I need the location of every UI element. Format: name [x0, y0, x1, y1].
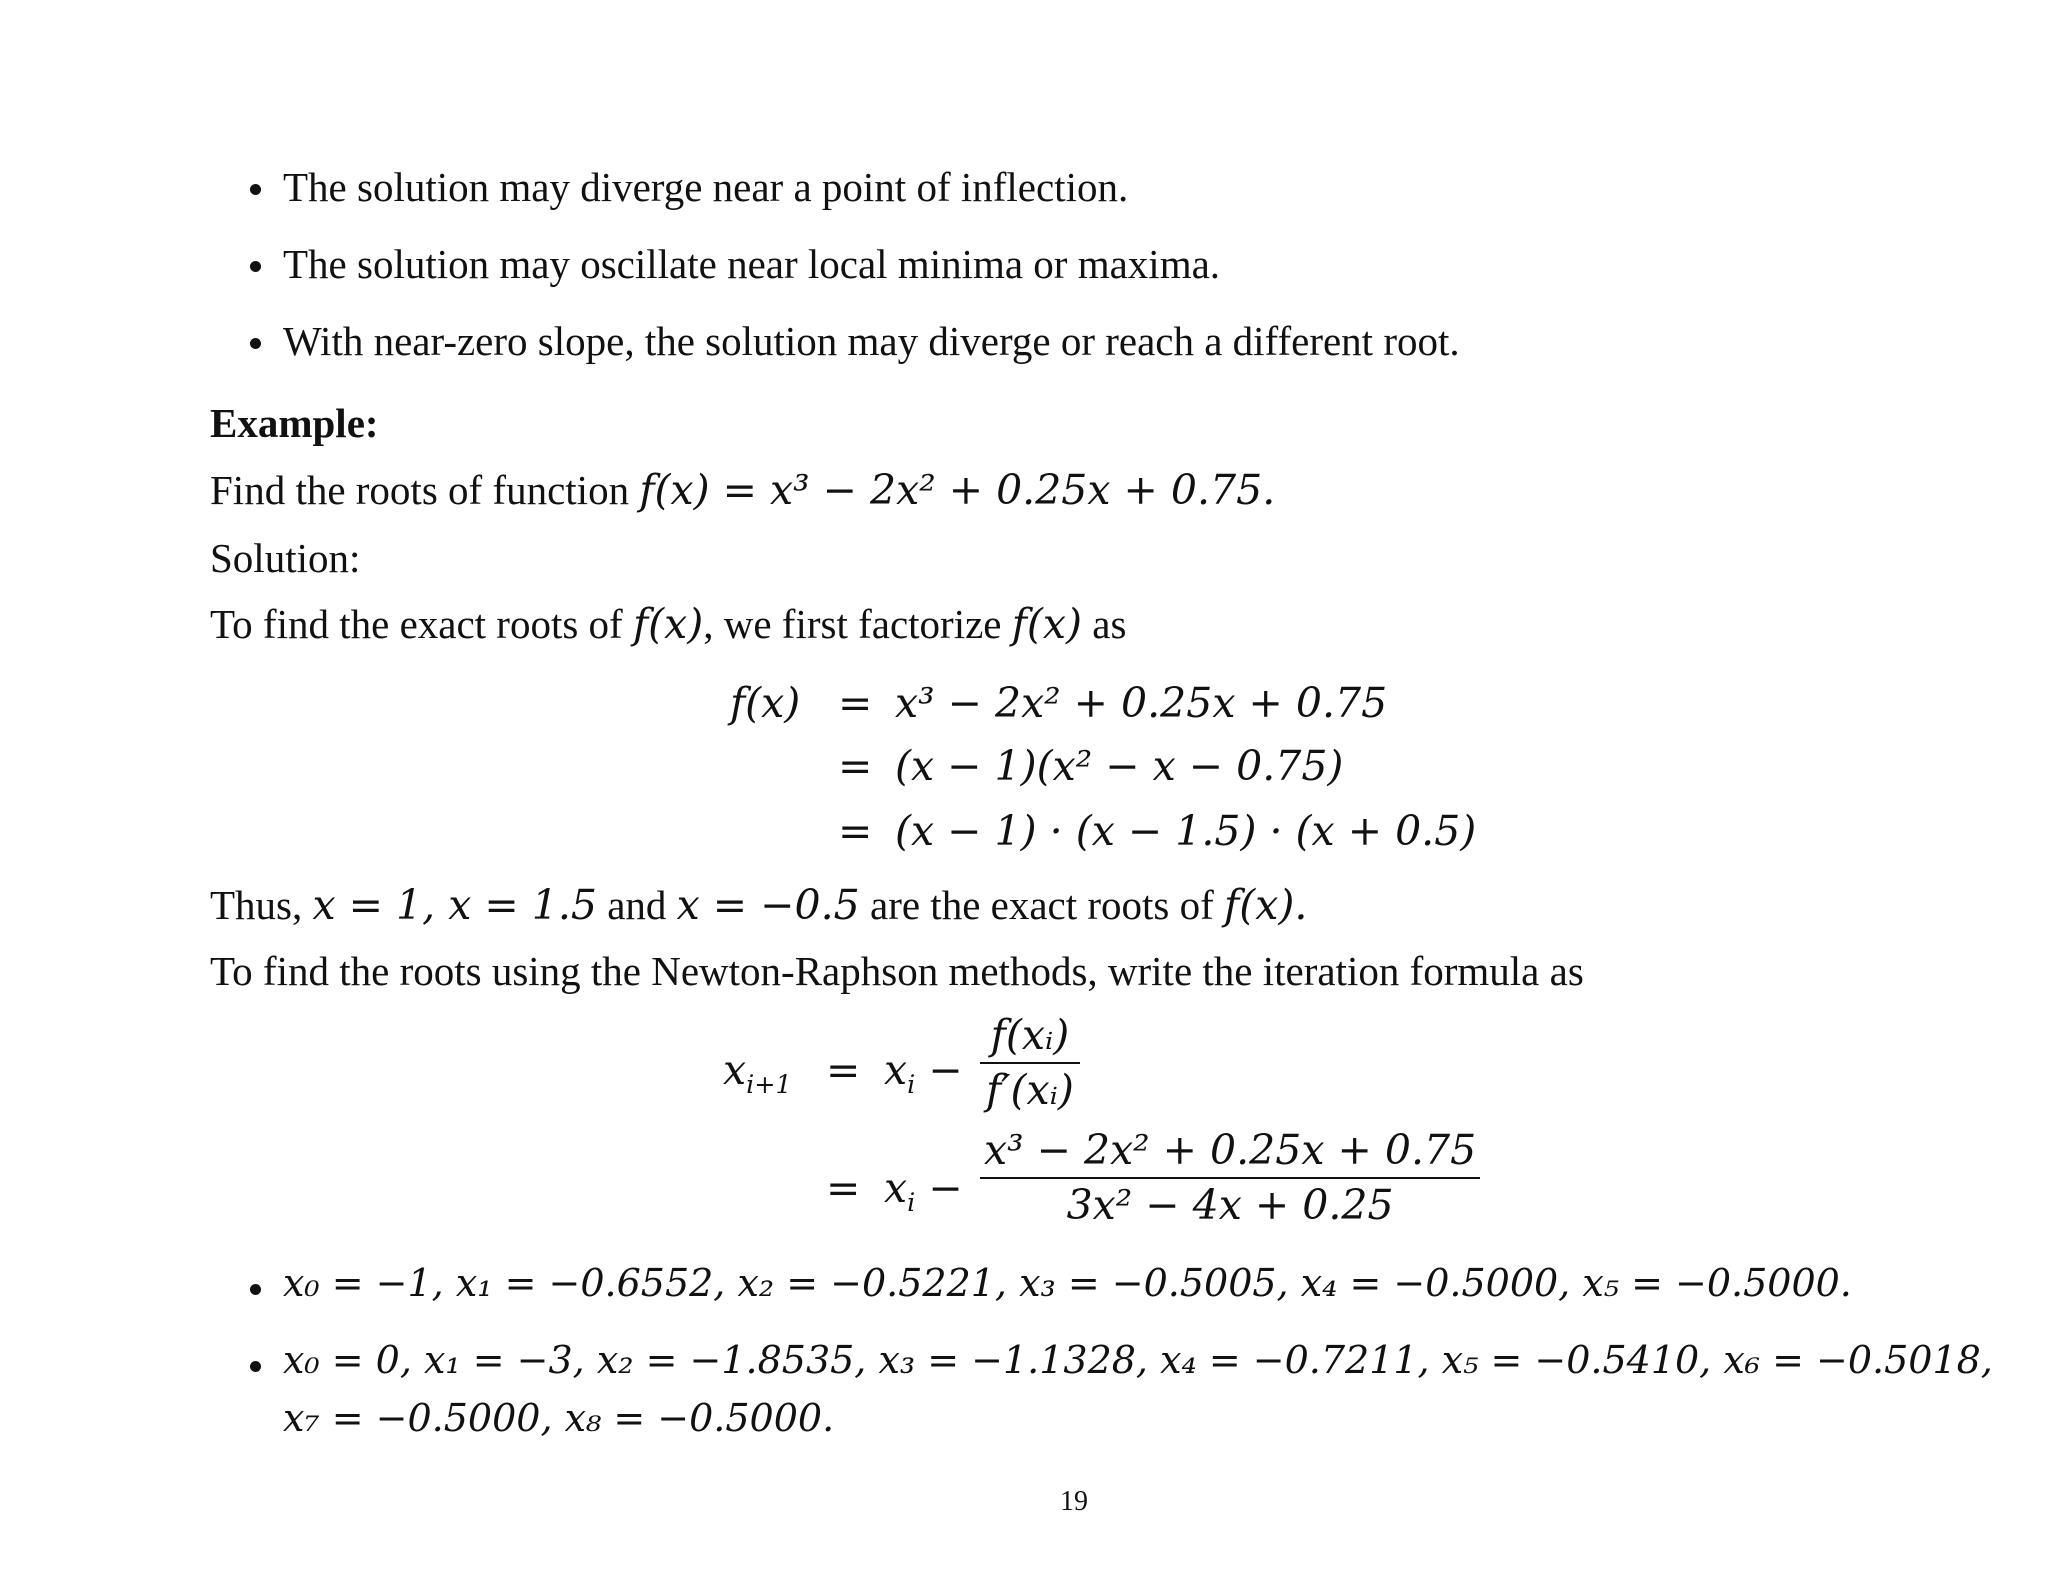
factor-line-3: (x − 1) · (x − 1.5) · (x + 0.5) — [895, 807, 1477, 855]
factorize-text-2: , we first factorize — [703, 601, 1012, 647]
bullet-dot — [250, 184, 261, 195]
exact-roots-sentence — [210, 882, 1307, 929]
iteration-lhs — [723, 1047, 792, 1099]
factorize-math-2: f(x) — [1011, 600, 1083, 648]
thus-text-1: Thus, — [210, 882, 313, 928]
iteration-eq-2: = — [826, 1164, 861, 1212]
iteration-rhs-sub: i — [907, 1069, 916, 1100]
page-number: 19 — [1060, 1486, 1088, 1517]
solution-label: Solution: — [210, 535, 361, 581]
find-roots-line — [210, 467, 1275, 514]
factorize-text-1: To find the exact roots of — [210, 601, 633, 647]
fraction-1-numerator: f(xᵢ) — [990, 1011, 1070, 1059]
iteration-lhs-sub: i+1 — [746, 1069, 792, 1100]
bullet-dot — [250, 338, 261, 349]
fraction-1-bar — [980, 1062, 1080, 1064]
iteration-minus-2: − — [928, 1164, 963, 1212]
iteration-rhs-2 — [884, 1165, 963, 1217]
factorize-sentence — [210, 601, 1126, 648]
factorize-math-1: f(x) — [632, 600, 704, 648]
fraction-2-denominator: 3x² − 4x + 0.25 — [1066, 1181, 1394, 1230]
iteration-sequence-x0-zero: x₀ = 0, x₁ = −3, x₂ = −1.8535, x₃ = −1.1328, x₄ = −0.7211, x₅ = −0.5410, x₆ = −0.5018, — [283, 1338, 1993, 1382]
thus-math-2: x = −0.5 — [676, 881, 860, 929]
iteration-lhs-base: x — [723, 1046, 747, 1094]
fraction-2-numerator: x³ − 2x² + 0.25x + 0.75 — [984, 1126, 1477, 1174]
factor-line-2: (x − 1)(x² − x − 0.75) — [895, 742, 1344, 790]
example-heading: Example: — [210, 400, 379, 446]
iteration-rhs-x-2: x — [884, 1164, 908, 1212]
iteration-rhs-x: x — [884, 1046, 908, 1094]
factor-line-1: x³ − 2x² + 0.25x + 0.75 — [895, 679, 1388, 727]
factorize-text-3: as — [1082, 601, 1127, 647]
fraction-polynomial — [980, 1127, 1480, 1229]
thus-math-1: x = 1, x = 1.5 — [312, 881, 597, 929]
find-roots-text: Find the roots of function — [210, 467, 640, 513]
newton-raphson-sentence: To find the roots using the Newton-Raphson methods, write the iteration formula as — [210, 948, 1584, 994]
factor-eq-1: = — [838, 679, 873, 727]
thus-text-3: are the exact roots of — [859, 882, 1225, 928]
function-definition: f(x) = x³ − 2x² + 0.25x + 0.75. — [639, 466, 1276, 514]
thus-text-2: and — [596, 882, 677, 928]
factor-eq-2: = — [838, 742, 873, 790]
bullet-text-oscillate: The solution may oscillate near local minima or maxima. — [283, 241, 1221, 287]
fraction-1-denominator: f′(xᵢ) — [986, 1066, 1074, 1115]
iteration-sequence-x0-minus-1: x₀ = −1, x₁ = −0.6552, x₂ = −0.5221, x₃ = −0.5005, x₄ = −0.5000, x₅ = −0.5000. — [283, 1261, 1852, 1305]
factor-eq-3: = — [838, 807, 873, 855]
iteration-eq-1: = — [826, 1046, 861, 1094]
bullet-dot — [250, 1284, 261, 1295]
iteration-rhs-sub-2: i — [907, 1187, 916, 1218]
bullet-dot — [250, 261, 261, 272]
fraction-2-bar — [980, 1177, 1480, 1179]
thus-math-3: f(x). — [1224, 881, 1308, 929]
bullet-text-near-zero-slope: With near-zero slope, the solution may diverge or reach a different root. — [283, 318, 1460, 364]
iteration-minus-1: − — [928, 1046, 963, 1094]
bullet-dot — [250, 1361, 261, 1372]
bullet-text-inflection: The solution may diverge near a point of inflection. — [283, 164, 1129, 210]
iteration-rhs-1 — [884, 1047, 963, 1099]
iteration-sequence-x0-zero-cont: x₇ = −0.5000, x₈ = −0.5000. — [283, 1396, 835, 1440]
fraction-f-over-fprime — [980, 1012, 1080, 1114]
factor-lhs: f(x) — [730, 679, 801, 727]
